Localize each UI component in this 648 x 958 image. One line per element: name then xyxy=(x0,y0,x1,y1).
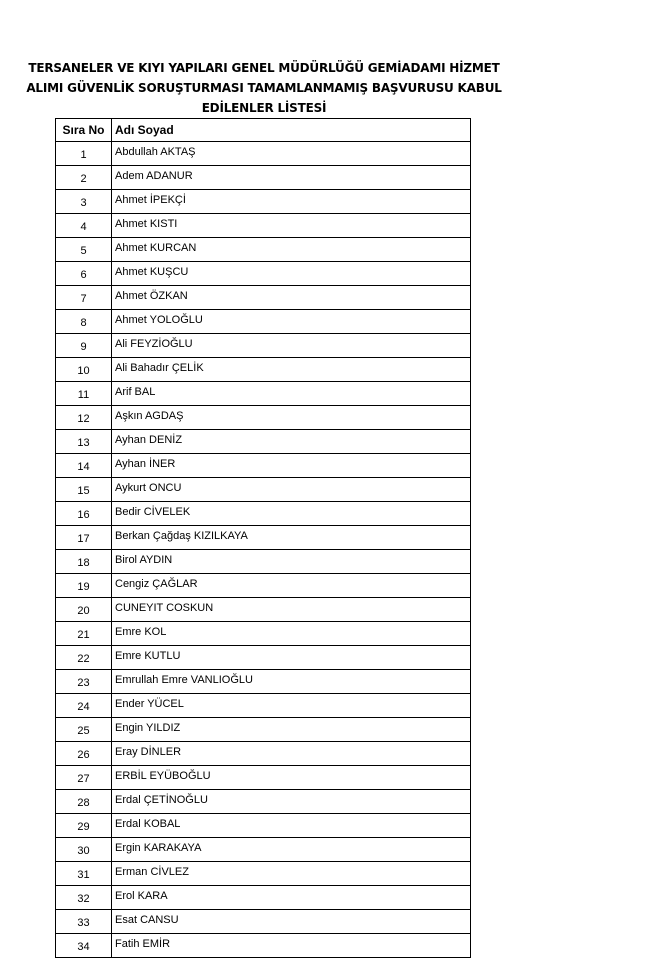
row-name: Bedir CİVELEK xyxy=(112,502,471,526)
header-adi-soyad: Adı Soyad xyxy=(112,119,471,142)
row-name: Cengiz ÇAĞLAR xyxy=(112,574,471,598)
row-name: Ahmet İPEKÇİ xyxy=(112,190,471,214)
row-name: Erdal ÇETİNOĞLU xyxy=(112,790,471,814)
row-number: 31 xyxy=(56,862,112,886)
row-name: Adem ADANUR xyxy=(112,166,471,190)
row-number: 18 xyxy=(56,550,112,574)
table-row xyxy=(56,598,471,622)
table-row xyxy=(56,838,471,862)
table-row xyxy=(56,478,471,502)
row-name: Ender YÜCEL xyxy=(112,694,471,718)
row-name: Ahmet KURCAN xyxy=(112,238,471,262)
row-name: Erdal KOBAL xyxy=(112,814,471,838)
row-name: Ali Bahadır ÇELİK xyxy=(112,358,471,382)
row-number: 30 xyxy=(56,838,112,862)
table-row xyxy=(56,166,471,190)
table-row xyxy=(56,214,471,238)
row-number: 12 xyxy=(56,406,112,430)
row-number: 34 xyxy=(56,934,112,958)
row-number: 25 xyxy=(56,718,112,742)
row-number: 5 xyxy=(56,238,112,262)
applicant-table xyxy=(55,118,471,958)
table-row xyxy=(56,862,471,886)
row-number: 1 xyxy=(56,142,112,166)
table-row xyxy=(56,382,471,406)
row-number: 11 xyxy=(56,382,112,406)
table-row xyxy=(56,886,471,910)
row-name: Aykurt ONCU xyxy=(112,478,471,502)
row-name: Abdullah AKTAŞ xyxy=(112,142,471,166)
row-number: 20 xyxy=(56,598,112,622)
table-row xyxy=(56,814,471,838)
row-number: 3 xyxy=(56,190,112,214)
table-row xyxy=(56,742,471,766)
row-number: 2 xyxy=(56,166,112,190)
row-number: 16 xyxy=(56,502,112,526)
row-name: Ahmet YOLOĞLU xyxy=(112,310,471,334)
row-name: Eray DİNLER xyxy=(112,742,471,766)
row-name: Ergin KARAKAYA xyxy=(112,838,471,862)
row-name: Birol AYDIN xyxy=(112,550,471,574)
title-line-3: EDİLENLER LİSTESİ xyxy=(201,101,327,115)
table-row xyxy=(56,142,471,166)
row-name: Erman CİVLEZ xyxy=(112,862,471,886)
table-row xyxy=(56,262,471,286)
row-number: 10 xyxy=(56,358,112,382)
table-row xyxy=(56,910,471,934)
row-number: 14 xyxy=(56,454,112,478)
row-name: Emre KOL xyxy=(112,622,471,646)
table-row xyxy=(56,310,471,334)
table-row xyxy=(56,406,471,430)
row-number: 7 xyxy=(56,286,112,310)
table-row xyxy=(56,286,471,310)
table-row xyxy=(56,502,471,526)
table-row xyxy=(56,238,471,262)
row-name: Ahmet KUŞCU xyxy=(112,262,471,286)
row-number: 22 xyxy=(56,646,112,670)
table-row xyxy=(56,454,471,478)
row-name: Erol KARA xyxy=(112,886,471,910)
row-name: Arif BAL xyxy=(112,382,471,406)
row-number: 23 xyxy=(56,670,112,694)
row-name: Ayhan İNER xyxy=(112,454,471,478)
document-title xyxy=(0,58,528,118)
table-row xyxy=(56,718,471,742)
table-body xyxy=(56,142,471,958)
row-name: Ali FEYZİOĞLU xyxy=(112,334,471,358)
header-sira-no: Sıra No xyxy=(56,119,112,142)
row-number: 8 xyxy=(56,310,112,334)
row-name: Ahmet ÖZKAN xyxy=(112,286,471,310)
table-header-row xyxy=(56,119,471,142)
table-row xyxy=(56,430,471,454)
table-row xyxy=(56,934,471,958)
row-number: 19 xyxy=(56,574,112,598)
row-name: CUNEYIT COSKUN xyxy=(112,598,471,622)
table-row xyxy=(56,334,471,358)
table-row xyxy=(56,574,471,598)
table-row xyxy=(56,358,471,382)
row-name: Esat CANSU xyxy=(112,910,471,934)
row-number: 29 xyxy=(56,814,112,838)
table-row xyxy=(56,550,471,574)
row-name: Engin YILDIZ xyxy=(112,718,471,742)
row-number: 33 xyxy=(56,910,112,934)
table-row xyxy=(56,646,471,670)
row-number: 21 xyxy=(56,622,112,646)
row-name: Emre KUTLU xyxy=(112,646,471,670)
table-row xyxy=(56,766,471,790)
row-name: Fatih EMİR xyxy=(112,934,471,958)
table-row xyxy=(56,694,471,718)
row-number: 26 xyxy=(56,742,112,766)
title-line-2: ALIMI GÜVENLİK SORUŞTURMASI TAMAMLANMAMIŞ BAŞVURUSU KABUL xyxy=(26,81,502,95)
row-number: 9 xyxy=(56,334,112,358)
row-number: 6 xyxy=(56,262,112,286)
row-number: 24 xyxy=(56,694,112,718)
row-name: Ahmet KISTI xyxy=(112,214,471,238)
table-row xyxy=(56,622,471,646)
row-number: 32 xyxy=(56,886,112,910)
table-row xyxy=(56,190,471,214)
row-number: 4 xyxy=(56,214,112,238)
row-name: Aşkın AGDAŞ xyxy=(112,406,471,430)
row-number: 28 xyxy=(56,790,112,814)
row-number: 13 xyxy=(56,430,112,454)
title-line-1: TERSANELER VE KIYI YAPILARI GENEL MÜDÜRLÜĞÜ GEMİADAMI HİZMET xyxy=(28,61,500,75)
row-name: Ayhan DENİZ xyxy=(112,430,471,454)
row-name: Berkan Çağdaş KIZILKAYA xyxy=(112,526,471,550)
table-row xyxy=(56,670,471,694)
row-name: Emrullah Emre VANLIOĞLU xyxy=(112,670,471,694)
row-number: 17 xyxy=(56,526,112,550)
row-number: 27 xyxy=(56,766,112,790)
row-name: ERBİL EYÜBOĞLU xyxy=(112,766,471,790)
table-row xyxy=(56,526,471,550)
table-row xyxy=(56,790,471,814)
row-number: 15 xyxy=(56,478,112,502)
